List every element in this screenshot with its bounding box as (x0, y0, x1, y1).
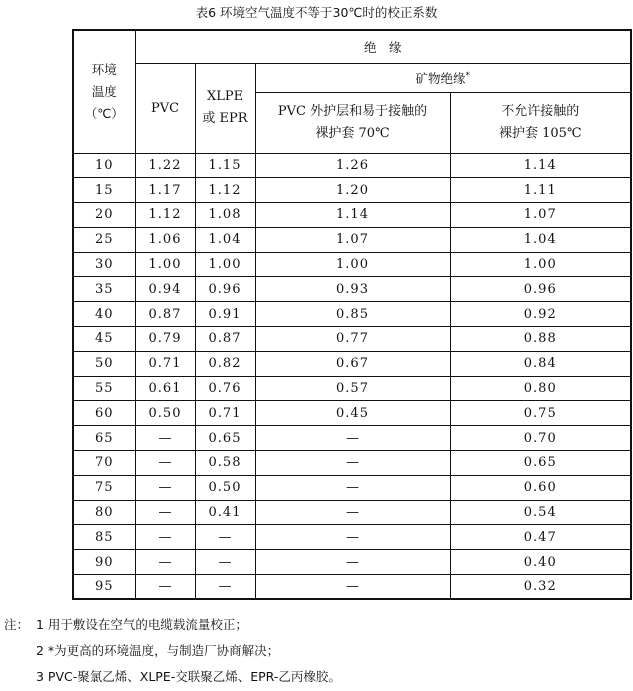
note-item: 3 PVC-聚氯乙烯、XLPE-交联聚乙烯、EPR-乙丙橡胶。 (36, 669, 341, 684)
xlpe-factor-cell: 0.76 (195, 376, 255, 401)
pvc-factor-cell: 0.61 (135, 376, 195, 401)
xlpe-factor-cell: 0.91 (195, 302, 255, 327)
mineral-70-factor-cell: — (255, 525, 450, 550)
pvc-factor-cell: 0.79 (135, 327, 195, 352)
note-line-1 (4, 612, 341, 638)
xlpe-factor-cell: 1.08 (195, 203, 255, 228)
pvc-factor-cell: — (135, 525, 195, 550)
xlpe-header-line1: XLPE (206, 89, 244, 104)
mineral-105-factor-cell: 0.40 (450, 550, 631, 575)
xlpe-factor-cell: 0.65 (195, 426, 255, 451)
mineral-70-factor-cell: 1.26 (255, 153, 450, 178)
table-row (73, 227, 631, 252)
table-row (73, 550, 631, 575)
table-row (73, 475, 631, 500)
note-item: 1 用于敷设在空气的电缆载流量校正； (36, 617, 248, 632)
mineral-pvc-sheath-header (255, 92, 450, 153)
table-row (73, 252, 631, 277)
mineral-105-factor-cell: 0.84 (450, 351, 631, 376)
table-row (73, 426, 631, 451)
temperature-cell: 15 (73, 178, 135, 203)
temperature-header (73, 30, 135, 153)
temperature-cell: 90 (73, 550, 135, 575)
mineral-70-factor-cell: 0.77 (255, 327, 450, 352)
pvc-header: PVC (135, 63, 195, 153)
pvc-factor-cell: 1.17 (135, 178, 195, 203)
pvc-factor-cell: 0.50 (135, 401, 195, 426)
xlpe-factor-cell: 0.87 (195, 327, 255, 352)
mineral-70-factor-cell: — (255, 575, 450, 600)
temperature-cell: 20 (73, 203, 135, 228)
mineral-70-factor-cell: 1.14 (255, 203, 450, 228)
pvc-factor-cell: 1.00 (135, 252, 195, 277)
table-row (73, 277, 631, 302)
table-title: 表6 环境空气温度不等于30℃时的校正系数 (195, 5, 438, 20)
mineral-105-factor-cell: 1.00 (450, 252, 631, 277)
temperature-header-line2: 温度 (91, 83, 117, 99)
temperature-cell: 50 (73, 351, 135, 376)
temperature-header-line3: （℃） (84, 105, 124, 121)
table-row (73, 302, 631, 327)
mineral-70-factor-cell: — (255, 475, 450, 500)
mineral-105-factor-cell: 0.32 (450, 575, 631, 600)
mineral-105-factor-cell: 0.60 (450, 475, 631, 500)
temperature-cell: 70 (73, 451, 135, 476)
mineral-insulation-header (255, 63, 631, 92)
xlpe-factor-cell: 1.15 (195, 153, 255, 178)
mineral-105-factor-cell: 0.88 (450, 327, 631, 352)
mineral-105-factor-cell: 0.80 (450, 376, 631, 401)
table-row (73, 203, 631, 228)
temperature-cell: 60 (73, 401, 135, 426)
table-row (73, 500, 631, 525)
pvc-factor-cell: 0.94 (135, 277, 195, 302)
pvc-factor-cell: — (135, 575, 195, 600)
xlpe-epr-header (195, 63, 255, 153)
temperature-cell: 10 (73, 153, 135, 178)
table-row (73, 401, 631, 426)
mineral-105-factor-cell: 1.04 (450, 227, 631, 252)
mineral-70-factor-cell: 0.67 (255, 351, 450, 376)
table-row (73, 153, 631, 178)
mineral-105-factor-cell: 0.96 (450, 277, 631, 302)
mineral-105-factor-cell: 0.47 (450, 525, 631, 550)
xlpe-factor-cell: — (195, 575, 255, 600)
mineral-105-factor-cell: 0.70 (450, 426, 631, 451)
pvc-factor-cell: — (135, 500, 195, 525)
xlpe-header-line2: 或 EPR (202, 111, 248, 126)
xlpe-factor-cell: 0.82 (195, 351, 255, 376)
pvc-factor-cell: — (135, 550, 195, 575)
mineral-105-line2: 裸护套 105℃ (499, 125, 582, 141)
pvc-factor-cell: 1.22 (135, 153, 195, 178)
mineral-105-factor-cell: 0.54 (450, 500, 631, 525)
pvc-factor-cell: 0.87 (135, 302, 195, 327)
temperature-cell: 45 (73, 327, 135, 352)
pvc-factor-cell: — (135, 426, 195, 451)
mineral-70-factor-cell: 1.20 (255, 178, 450, 203)
xlpe-factor-cell: 0.50 (195, 475, 255, 500)
xlpe-factor-cell: 0.41 (195, 500, 255, 525)
xlpe-factor-cell: — (195, 525, 255, 550)
table-row (73, 451, 631, 476)
note-line-3 (4, 664, 341, 690)
table-row (73, 525, 631, 550)
mineral-header-label: 矿物绝缘 (415, 70, 466, 86)
temperature-cell: 40 (73, 302, 135, 327)
mineral-70-factor-cell: 0.85 (255, 302, 450, 327)
mineral-70-line1: PVC 外护层和易于接触的 (277, 103, 428, 119)
mineral-70-factor-cell: 0.57 (255, 376, 450, 401)
mineral-header-mark: * (465, 70, 471, 81)
mineral-70-factor-cell: 0.93 (255, 277, 450, 302)
table-row (73, 575, 631, 600)
mineral-70-factor-cell: — (255, 451, 450, 476)
mineral-105-factor-cell: 1.11 (450, 178, 631, 203)
note-item: 2 *为更高的环境温度，与制造厂协商解决； (36, 643, 280, 658)
correction-factor-table (72, 29, 632, 600)
note-line-2 (4, 638, 341, 664)
mineral-70-factor-cell: — (255, 426, 450, 451)
notes-prefix: 注： (4, 617, 30, 632)
temperature-cell: 25 (73, 227, 135, 252)
mineral-70-factor-cell: — (255, 550, 450, 575)
xlpe-factor-cell: 0.96 (195, 277, 255, 302)
temperature-cell: 65 (73, 426, 135, 451)
pvc-factor-cell: 1.06 (135, 227, 195, 252)
pvc-factor-cell: 1.12 (135, 203, 195, 228)
xlpe-factor-cell: 1.04 (195, 227, 255, 252)
mineral-70-factor-cell: — (255, 500, 450, 525)
temperature-cell: 75 (73, 475, 135, 500)
temperature-cell: 80 (73, 500, 135, 525)
notes-block (4, 612, 341, 690)
mineral-bare-sheath-header (450, 92, 631, 153)
mineral-105-line1: 不允许接触的 (501, 103, 580, 119)
pvc-factor-cell: — (135, 451, 195, 476)
mineral-70-factor-cell: 0.45 (255, 401, 450, 426)
table-row (73, 351, 631, 376)
xlpe-factor-cell: 1.12 (195, 178, 255, 203)
temperature-cell: 30 (73, 252, 135, 277)
mineral-105-factor-cell: 0.65 (450, 451, 631, 476)
mineral-105-factor-cell: 0.75 (450, 401, 631, 426)
temperature-cell: 85 (73, 525, 135, 550)
mineral-70-factor-cell: 1.07 (255, 227, 450, 252)
table-row (73, 376, 631, 401)
mineral-70-line2: 裸护套 70℃ (315, 125, 390, 141)
xlpe-factor-cell: 0.71 (195, 401, 255, 426)
pvc-factor-cell: — (135, 475, 195, 500)
mineral-70-factor-cell: 1.00 (255, 252, 450, 277)
temperature-cell: 35 (73, 277, 135, 302)
xlpe-factor-cell: 0.58 (195, 451, 255, 476)
table-row (73, 327, 631, 352)
xlpe-factor-cell: — (195, 550, 255, 575)
temperature-header-line1: 环境 (91, 61, 117, 77)
pvc-factor-cell: 0.71 (135, 351, 195, 376)
mineral-105-factor-cell: 1.07 (450, 203, 631, 228)
temperature-cell: 95 (73, 575, 135, 600)
temperature-cell: 55 (73, 376, 135, 401)
mineral-105-factor-cell: 1.14 (450, 153, 631, 178)
mineral-105-factor-cell: 0.92 (450, 302, 631, 327)
table-row (73, 178, 631, 203)
insulation-header: 绝 缘 (135, 30, 631, 63)
xlpe-factor-cell: 1.00 (195, 252, 255, 277)
